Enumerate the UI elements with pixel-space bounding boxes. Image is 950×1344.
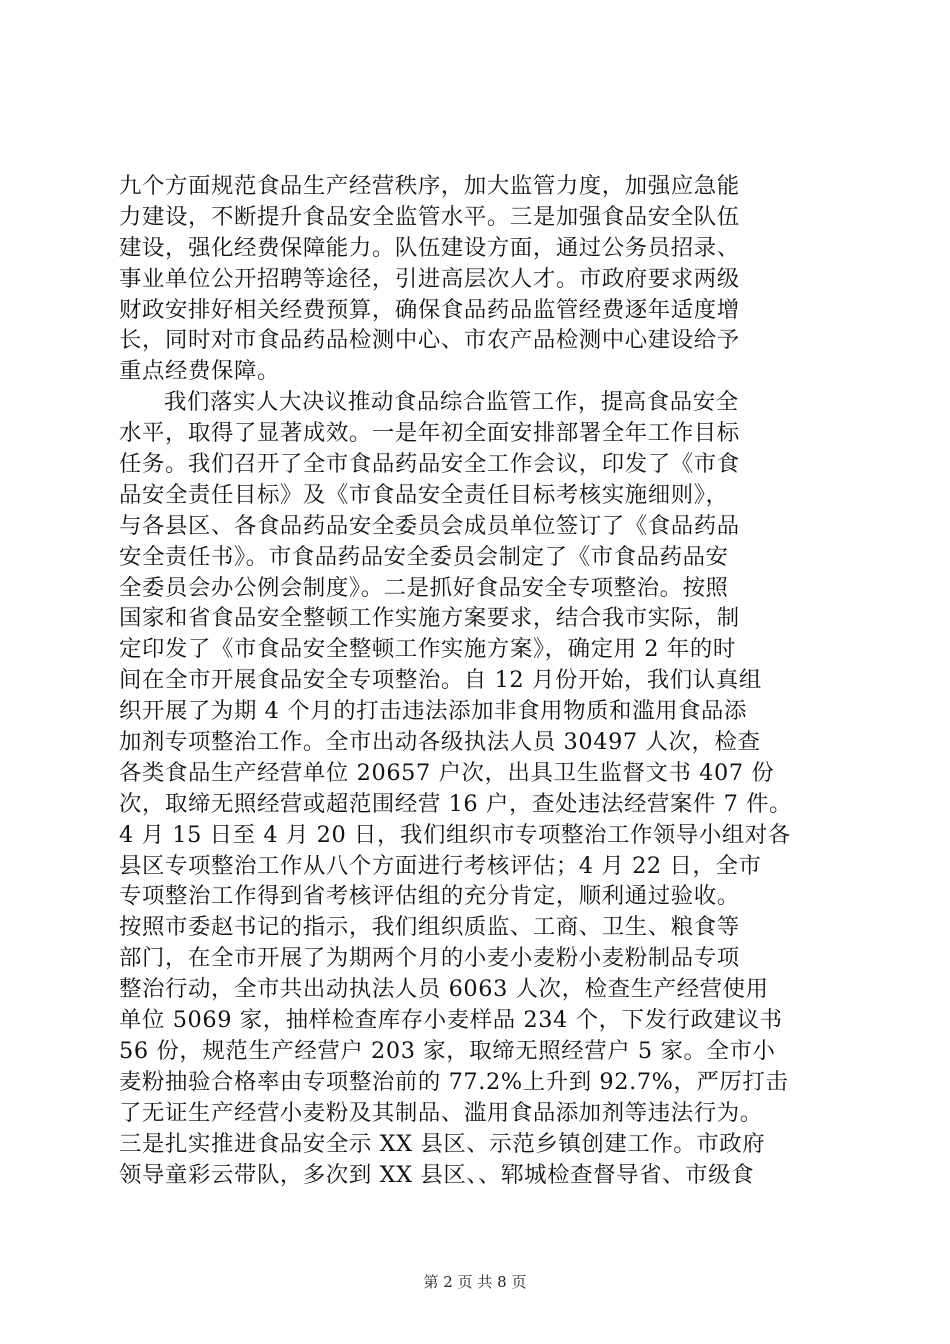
text-line: 水平，取得了显著成效。一是年初全面安排部署全年工作目标 [119,420,740,447]
text-line: 力建设，不断提升食品安全监管水平。三是加强食品安全队伍 [119,203,740,230]
text-line: 重点经费保障。 [119,358,280,385]
text-line: 长，同时对市食品药品检测中心、市农产品检测中心建设给予 [119,327,740,354]
text-line: 领导童彩云带队，多次到 XX 县区、、郓城检查督导省、市级食 [119,1161,755,1188]
text-line: 整治行动，全市共出动执法人员 6063 人次，检查生产经营使用 [119,976,769,1003]
text-line: 按照市委赵书记的指示，我们组织质监、工商、卫生、粮食等 [119,914,740,941]
text-line: 全委员会办公例会制度》。二是抓好食品安全专项整治。按照 [119,574,729,601]
body-text [119,171,831,1190]
text-line: 56 份，规范生产经营户 203 家，取缔无照经营户 5 家。全市小 [119,1037,776,1064]
page-number-footer: 第 2 页 共 8 页 [423,1273,527,1291]
text-line: 与各县区、各食品药品安全委员会成员单位签订了《食品药品 [119,512,740,539]
text-line: 我们落实人大决议推动食品综合监管工作，提高食品安全 [164,389,739,416]
text-line: 加剂专项整治工作。全市出动各级执法人员 30497 人次，检查 [119,729,761,756]
text-line: 4 月 15 日至 4 月 20 日，我们组织市专项整治工作领导小组对各 [119,821,791,848]
text-line: 织开展了为期 4 个月的打击违法添加非食用物质和滥用食品添 [119,698,748,725]
text-line: 专项整治工作得到省考核评估组的充分肯定，顺利通过验收。 [119,883,740,910]
text-line: 定印发了《市食品安全整顿工作实施方案》，确定用 2 年的时 [119,636,736,663]
text-line: 各类食品生产经营单位 20657 户次，出具卫生监督文书 407 份 [119,759,775,786]
text-line: 县区专项整治工作从八个方面进行考核评估；4 月 22 日，全市 [119,852,762,879]
text-line: 间在全市开展食品安全专项整治。自 12 月份开始，我们认真组 [119,667,762,694]
text-line: 了无证生产经营小麦粉及其制品、滥用食品添加剂等违法行为。 [119,1099,763,1126]
text-line: 安全责任书》。市食品药品安全委员会制定了《市食品药品安 [119,543,729,570]
text-line: 国家和省食品安全整顿工作实施方案要求，结合我市实际，制 [119,605,740,632]
text-line: 品安全责任目标》及《市食品安全责任目标考核实施细则》， [119,481,729,508]
text-line: 九个方面规范食品生产经营秩序，加大监管力度，加强应急能 [119,173,740,199]
text-line: 次，取缔无照经营或超范围经营 16 户，查处违法经营案件 7 件。 [119,790,793,817]
text-line: 部门，在全市开展了为期两个月的小麦小麦粉小麦粉制品专项 [119,945,740,972]
text-line: 财政安排好相关经费预算，确保食品药品监管经费逐年适度增 [119,296,740,323]
text-line: 三是扎实推进食品安全示 XX 县区、示范乡镇创建工作。市政府 [119,1130,766,1157]
text-line: 单位 5069 家，抽样检查库存小麦样品 234 个，下发行政建议书 [119,1007,783,1034]
text-line: 任务。我们召开了全市食品药品安全工作会议，印发了《市食 [119,451,740,478]
text-line: 麦粉抽验合格率由专项整治前的 77.2%上升到 92.7%，严厉打击 [119,1068,789,1095]
text-line: 建设，强化经费保障能力。队伍建设方面，通过公务员招录、 [119,234,740,261]
text-line: 事业单位公开招聘等途径，引进高层次人才。市政府要求两级 [119,265,740,292]
